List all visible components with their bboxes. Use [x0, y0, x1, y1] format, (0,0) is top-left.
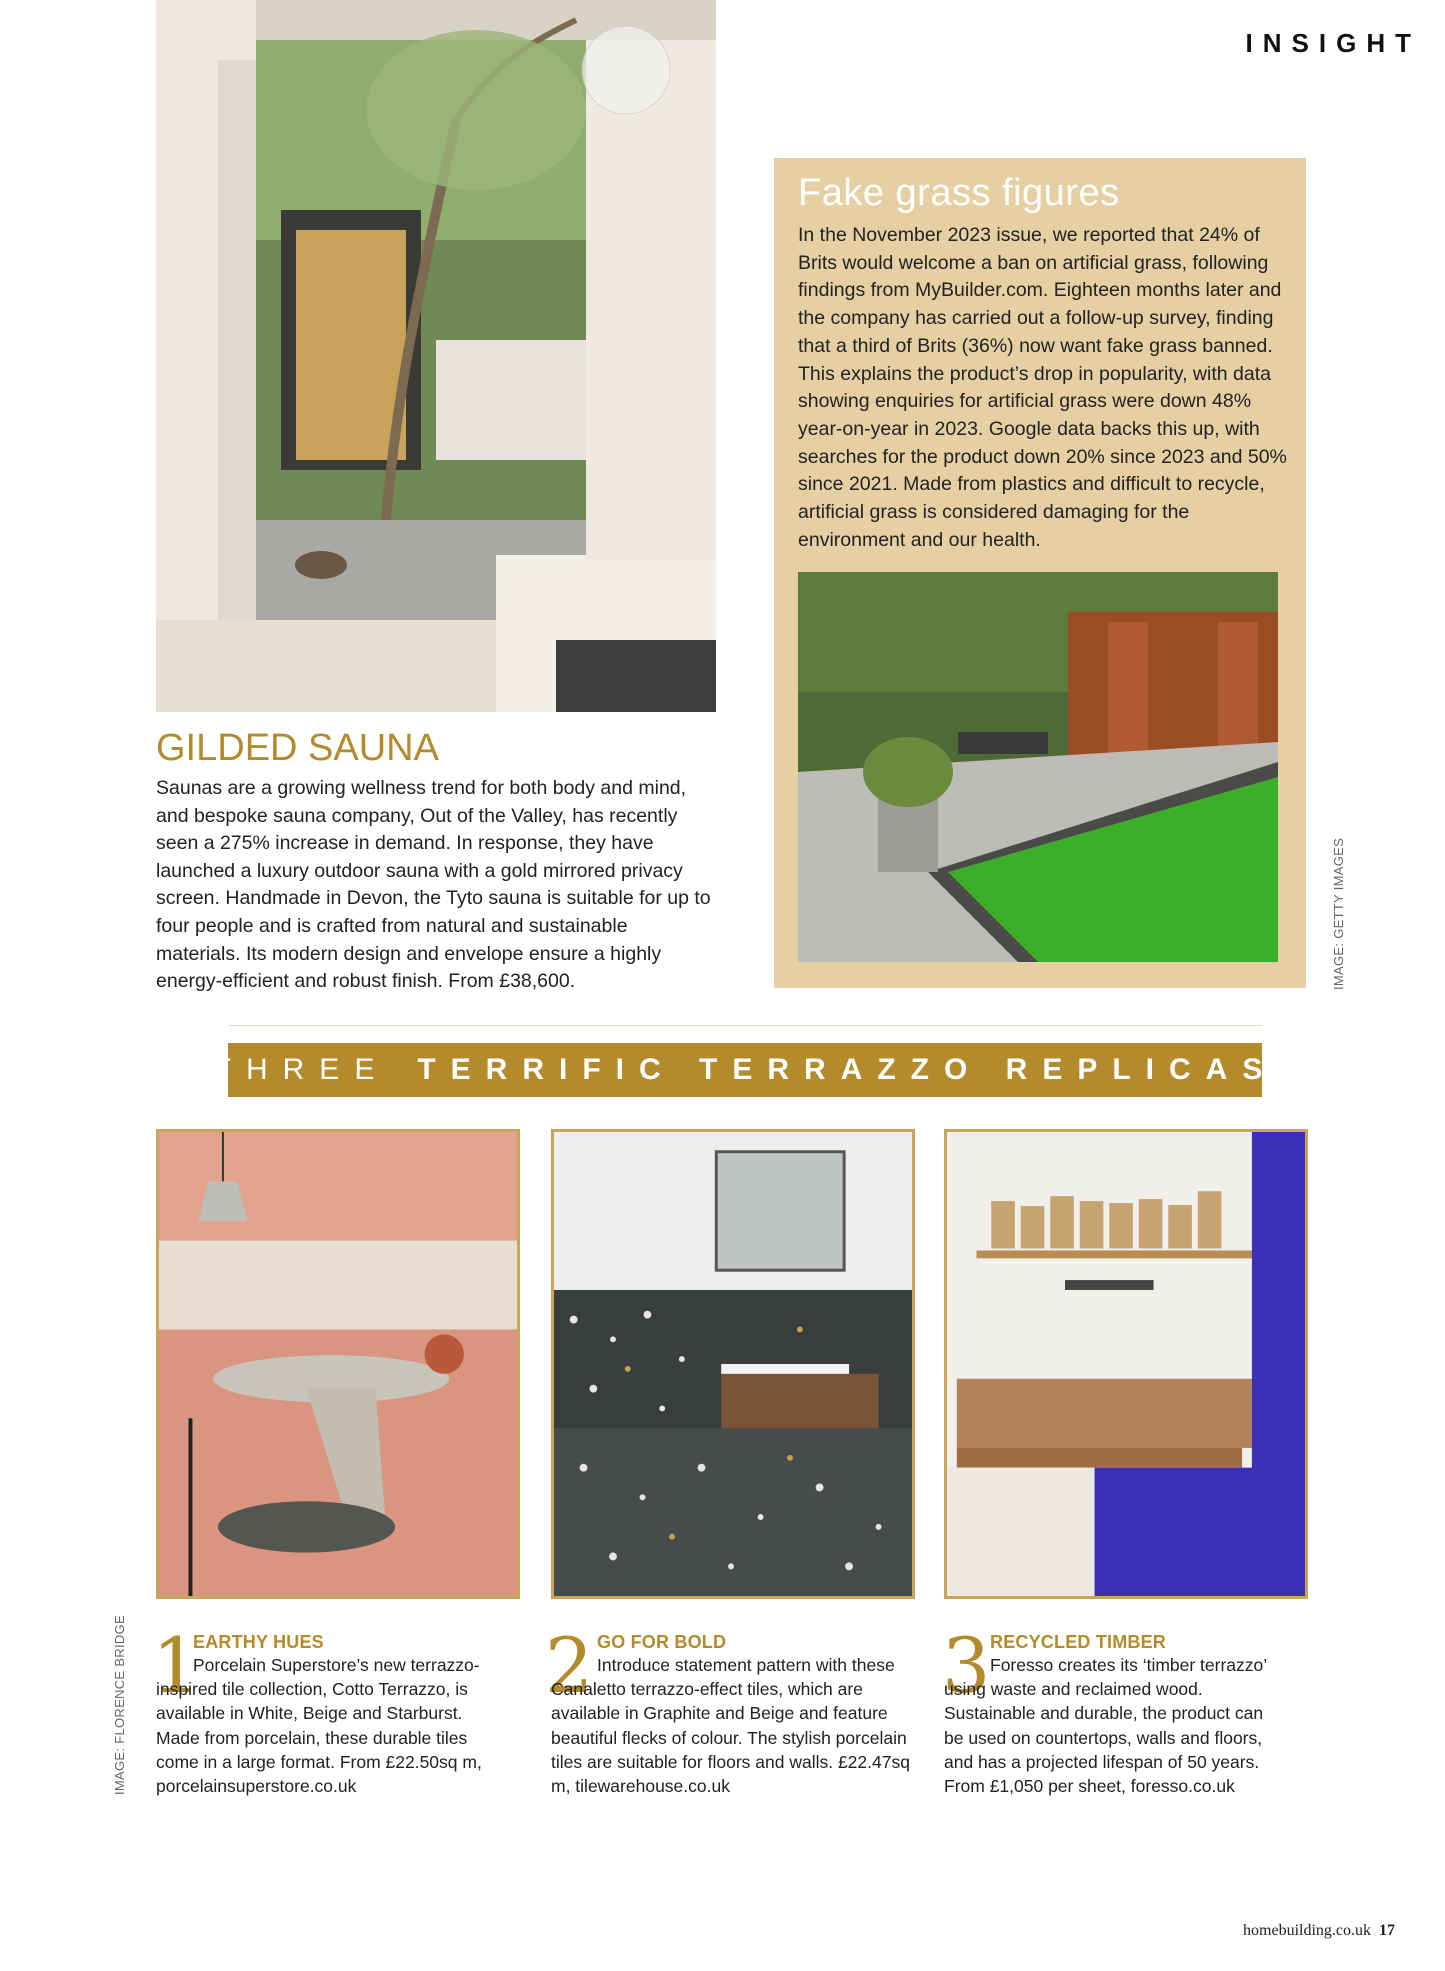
banner-light-text: THREE [212, 1053, 390, 1086]
banner-bold-text: TERRIFIC TERRAZZO REPLICAS [417, 1053, 1278, 1086]
artificial-grass-photo [798, 572, 1278, 962]
getty-image-credit: IMAGE: GETTY IMAGES [1331, 837, 1346, 990]
fake-grass-body: In the November 2023 issue, we reported that 24% of Brits would welcome a ban on artificial grass, following findings from MyBuilder.com. Eighteen months later and the company has carried out a follow-up survey, finding that a third of Brits (36%) now want fake grass banned. This explains the product’s drop in popularity, with data showing enquiries for artificial grass were down 48% year-on-year in 2023. Google data backs this up, with searches for the product down 20% since 2023 and 50% since 2021. Made from plastics and difficult to recycle, artificial grass is considered damaging for the environment and our health. [798, 224, 1287, 551]
sauna-garden-photo [156, 0, 716, 712]
banner-divider [228, 1025, 1262, 1026]
footer [1243, 1922, 1395, 1940]
florence-image-credit: IMAGE: FLORENCE BRIDGE [112, 1615, 127, 1795]
item-1-body [156, 1653, 496, 1798]
earthy-hues-photo [156, 1129, 520, 1599]
terrazzo-banner [212, 1043, 1278, 1097]
item-3-body-text: Foresso creates its ‘timber terrazzo’ using waste and reclaimed wood. Sustainable and durable, the product can be used on countertops, walls and floors, and has a projected lifespan of 50 years. From £1,050 per sheet, foresso.co.uk [944, 1655, 1267, 1797]
footer-site: homebuilding.co.uk [1243, 1922, 1371, 1939]
item-3-number: 3 [942, 1621, 991, 1710]
item-2-heading: GO FOR BOLD [597, 1632, 727, 1652]
item-2-body [551, 1653, 916, 1798]
item-2-number: 2 [545, 1621, 594, 1710]
item-1-heading: EARTHY HUES [193, 1632, 324, 1652]
sauna-title: GILDED SAUNA [156, 727, 439, 769]
recycled-timber-photo [944, 1129, 1308, 1599]
sauna-body: Saunas are a growing wellness trend for both body and mind, and bespoke sauna company, Out of the Valley, has recently seen a 275% increase in demand. In response, they have launched a luxury outdoor sauna with a gold mirrored privacy screen. Handmade in Devon, the Tyto sauna is suitable for up to four people and is crafted from natural and sustainable materials. Its modern design and envelope ensure a highly energy-efficient and robust finish. From £38,600. [156, 777, 711, 993]
section-tag: INSIGHT [1245, 28, 1421, 58]
go-for-bold-photo [551, 1129, 915, 1599]
fake-grass-title: Fake grass figures [798, 172, 1120, 214]
item-1-number: 1 [152, 1621, 201, 1710]
page-number: 17 [1379, 1922, 1395, 1939]
item-3-body [944, 1653, 1274, 1798]
item-1-body-text: Porcelain Superstore’s new terrazzo-inspired tile collection, Cotto Terrazzo, is available in White, Beige and Starburst. Made from porcelain, these durable tiles come in a large format. From £22.50sq m, porcelainsuperstore.co.uk [156, 1655, 482, 1797]
item-2-body-text: Introduce statement pattern with these Canaletto terrazzo-effect tiles, which are available in Graphite and Beige and feature beautiful flecks of colour. The stylish porcelain tiles are suitable for floors and walls. £22.47sq m, tilewarehouse.co.uk [551, 1655, 910, 1797]
item-3-heading: RECYCLED TIMBER [990, 1632, 1167, 1652]
